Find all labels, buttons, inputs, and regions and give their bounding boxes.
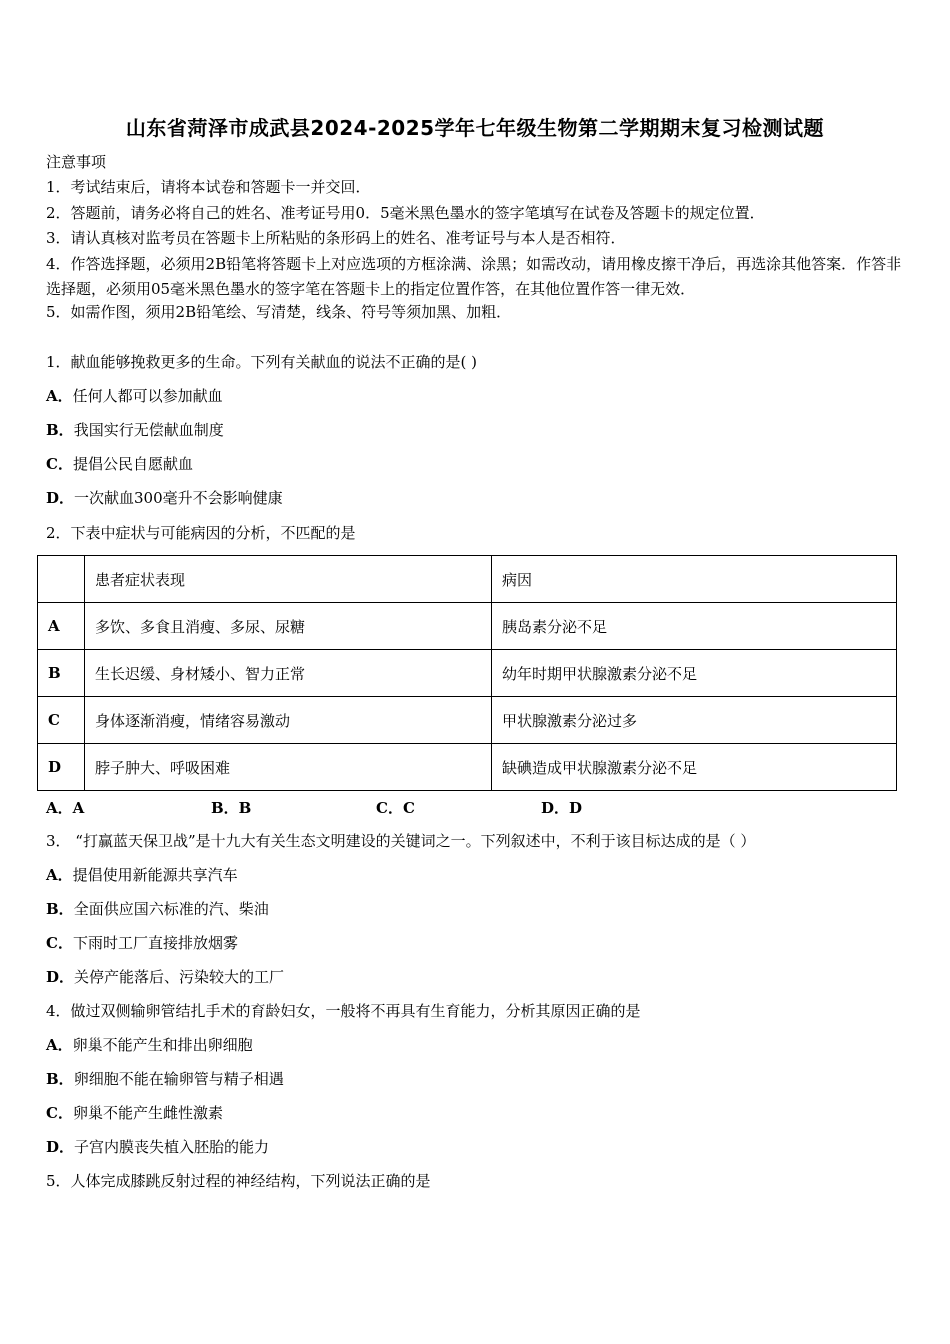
q3-option-a xyxy=(46,865,238,885)
notice-heading: 注意事项 xyxy=(46,153,107,171)
table-cell: 脖子肿大、呼吸困难 xyxy=(85,744,492,791)
table-cell: 幼年时期甲状腺激素分泌不足 xyxy=(492,650,897,697)
q2-option-c: C．C xyxy=(376,799,415,817)
table-header-cell: 患者症状表现 xyxy=(85,556,492,603)
table-cell: 缺碘造成甲状腺激素分泌不足 xyxy=(492,744,897,791)
table-cell: 多饮、多食且消瘦、多尿、尿糖 xyxy=(85,603,492,650)
table-header-cell xyxy=(38,556,85,603)
option-text: 卵细胞不能在输卵管与精子相遇 xyxy=(73,1070,284,1088)
q4-option-a xyxy=(46,1035,253,1055)
table-cell: C xyxy=(38,697,85,744)
notice-item-5: 5．如需作图，须用2B铅笔绘、写清楚，线条、符号等须加黑、加粗． xyxy=(46,303,512,321)
table-cell: 甲状腺激素分泌过多 xyxy=(492,697,897,744)
option-letter: B． xyxy=(46,421,74,439)
q1-option-a xyxy=(46,386,223,406)
option-text: 一次献血300毫升不会影响健康 xyxy=(74,489,283,507)
table-row xyxy=(38,650,897,697)
option-text: 提倡使用新能源共享汽车 xyxy=(72,866,238,884)
notice-item-3: 3．请认真核对监考员在答题卡上所粘贴的条形码上的姓名、准考证号与本人是否相符． xyxy=(46,229,626,247)
option-letter: C． xyxy=(46,934,73,952)
q3-option-c xyxy=(46,933,238,953)
option-letter: B． xyxy=(46,900,74,918)
q4-stem: 4．做过双侧输卵管结扎手术的育龄妇女，一般将不再具有生育能力，分析其原因正确的是 xyxy=(46,1002,641,1020)
option-letter: D． xyxy=(46,1138,75,1156)
option-text: 关停产能落后、污染较大的工厂 xyxy=(74,968,285,986)
table-cell: D xyxy=(38,744,85,791)
q1-stem: 1．献血能够挽救更多的生命。下列有关献血的说法不正确的是( ) xyxy=(46,353,478,371)
option-letter: A． xyxy=(46,1036,73,1054)
option-letter: C． xyxy=(46,1104,73,1122)
q3-option-b xyxy=(46,899,269,919)
option-text: 全面供应国六标准的汽、柴油 xyxy=(73,900,269,918)
option-letter: B． xyxy=(46,1070,74,1088)
option-text: 提倡公民自愿献血 xyxy=(72,455,193,473)
q4-option-c xyxy=(46,1103,223,1123)
q2-option-d: D．D xyxy=(541,799,583,817)
q2-option-b: B．B xyxy=(211,799,252,817)
q2-option-a: A．A xyxy=(46,799,85,817)
table-row xyxy=(38,744,897,791)
option-text: 卵巢不能产生雌性激素 xyxy=(72,1104,223,1122)
q4-option-b xyxy=(46,1069,284,1089)
option-text: 我国实行无偿献血制度 xyxy=(73,421,224,439)
notice-item-1: 1．考试结束后，请将本试卷和答题卡一并交回． xyxy=(46,178,371,196)
notice-item-4: 4．作答选择题，必须用2B铅笔将答题卡上对应选项的方框涂满、涂黑；如需改动，请用橡皮擦干净后，再选涂其他答案．作答非选择题，必须用05毫米黑色墨水的签字笔在答题卡上的指定位置作答，在其他位置作答一律无效． xyxy=(46,255,902,298)
q3-option-d xyxy=(46,967,284,987)
option-letter: C． xyxy=(46,455,73,473)
q4-option-d xyxy=(46,1137,269,1157)
table-row xyxy=(38,697,897,744)
option-text: 任何人都可以参加献血 xyxy=(72,387,223,405)
option-text: 卵巢不能产生和排出卵细胞 xyxy=(72,1036,253,1054)
q1-option-c xyxy=(46,454,193,474)
table-cell: B xyxy=(38,650,85,697)
q1-option-d xyxy=(46,488,283,508)
q2-stem: 2．下表中症状与可能病因的分析，不匹配的是 xyxy=(46,524,356,542)
table-cell: 胰岛素分泌不足 xyxy=(492,603,897,650)
option-text: 下雨时工厂直接排放烟雾 xyxy=(72,934,238,952)
option-text: 子宫内膜丧失植入胚胎的能力 xyxy=(74,1138,270,1156)
table-header-cell: 病因 xyxy=(492,556,897,603)
notice-item-2: 2．答题前，请务必将自己的姓名、准考证号用0．5毫米黑色墨水的签字笔填写在试卷及答题卡的规定位置． xyxy=(46,204,765,222)
option-letter: A． xyxy=(46,866,73,884)
q5-stem: 5．人体完成膝跳反射过程的神经结构，下列说法正确的是 xyxy=(46,1172,431,1190)
table-cell: A xyxy=(38,603,85,650)
symptom-table xyxy=(37,555,897,791)
option-letter: D． xyxy=(46,489,75,507)
table-header-row xyxy=(38,556,897,603)
option-letter: D． xyxy=(46,968,75,986)
table-cell: 身体逐渐消瘦，情绪容易激动 xyxy=(85,697,492,744)
option-letter: A． xyxy=(46,387,73,405)
q1-option-b xyxy=(46,420,224,440)
exam-title: 山东省菏泽市成武县2024-2025学年七年级生物第二学期期末复习检测试题 xyxy=(125,116,825,140)
table-cell: 生长迟缓、身材矮小、智力正常 xyxy=(85,650,492,697)
q3-stem: 3． “打赢蓝天保卫战”是十九大有关生态文明建设的关键词之一。下列叙述中，不利于该目标达成的是（ ） xyxy=(46,832,756,850)
table-row xyxy=(38,603,897,650)
